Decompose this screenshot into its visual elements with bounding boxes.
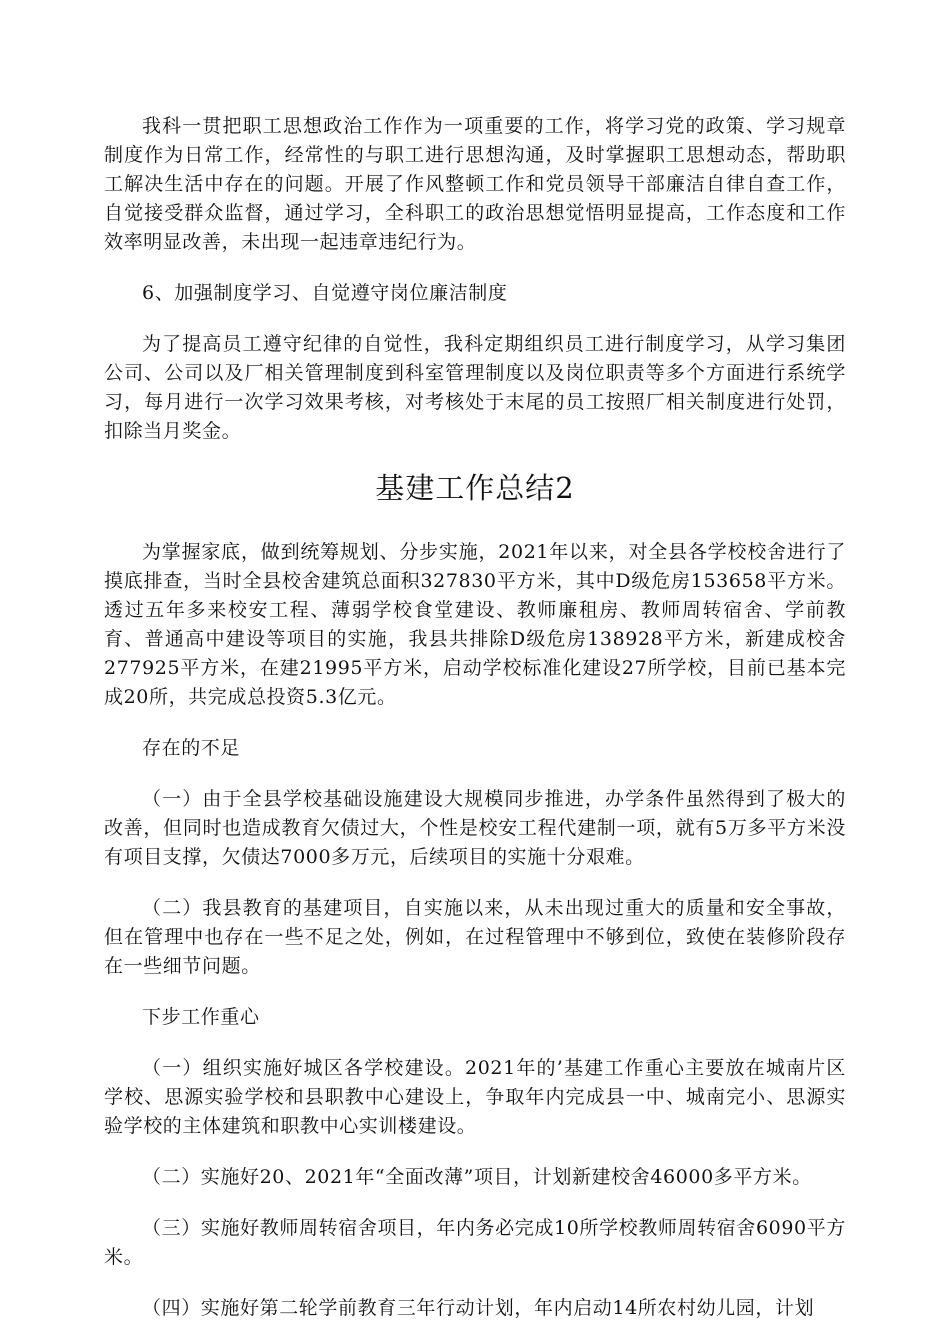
- body-paragraph: （二）实施好20、2021年“全面改薄”项目，计划新建校舍46000多平方米。: [142, 1166, 812, 1188]
- section-subheading: 存在的不足: [142, 737, 241, 759]
- document-heading: 基建工作总结2: [375, 471, 575, 505]
- body-paragraph: （四）实施好第二轮学前教育三年行动计划，年内启动14所农村幼儿园，计划: [142, 1297, 815, 1319]
- section-subheading: 下步工作重心: [142, 1006, 260, 1028]
- section-subheading: 6、加强制度学习、自觉遵守岗位廉洁制度: [142, 282, 508, 304]
- body-paragraph: 我科一贯把职工思想政治工作作为一项重要的工作，将学习党的政策、学习规章制度作为日常工作，经常性的与职工进行思想沟通，及时掌握职工思想动态，帮助职工解决生活中存在的问题。开展了作风整顿工作和党员领导干部廉洁自律自查工作，自觉接受群众监督，通过学习，全科职工的政治思想觉悟明显提高，工作态度和工作效率明显改善，未出现一起违章违纪行为。: [104, 115, 846, 253]
- body-paragraph: （一）由于全县学校基础设施建设大规模同步推进，办学条件虽然得到了极大的改善，但同时也造成教育欠债过大，个性是校安工程代建制一项，就有5万多平方米没有项目支撑，欠债达7000多万元，后续项目的实施十分艰难。: [104, 788, 846, 868]
- body-paragraph: 为了提高员工遵守纪律的自觉性，我科定期组织员工进行制度学习，从学习集团公司、公司以及厂相关管理制度到科室管理制度以及岗位职责等多个方面进行系统学习，每月进行一次学习效果考核，对考核处于末尾的员工按照厂相关制度进行处罚，扣除当月奖金。: [104, 333, 846, 442]
- body-paragraph: （一）组织实施好城区各学校建设。2021年的’基建工作重心主要放在城南片区学校、思源实验学校和县职教中心建设上，争取年内完成县一中、城南完小、思源实验学校的主体建筑和职教中心实训楼建设。: [104, 1057, 846, 1137]
- body-paragraph: （二）我县教育的基建项目，自实施以来，从未出现过重大的质量和安全事故，但在管理中也存在一些不足之处，例如，在过程管理中不够到位，致使在装修阶段存在一些细节问题。: [104, 897, 846, 977]
- body-paragraph: 为掌握家底，做到统筹规划、分步实施，2021年以来，对全县各学校校舍进行了摸底排查，当时全县校舍建筑总面积327830平方米，其中D级危房153658平方米。透过五年多来校安工程、薄弱学校食堂建设、教师廉租房、教师周转宿舍、学前教育、普通高中建设等项目的实施，我县共排除D级危房138928平方米，新建成校舍277925平方米，在建21995平方米，启动学校标准化建设27所学校，目前已基本完成20所，共完成总投资5.3亿元。: [104, 541, 846, 708]
- body-paragraph: （三）实施好教师周转宿舍项目，年内务必完成10所学校教师周转宿舍6090平方米。: [104, 1217, 846, 1268]
